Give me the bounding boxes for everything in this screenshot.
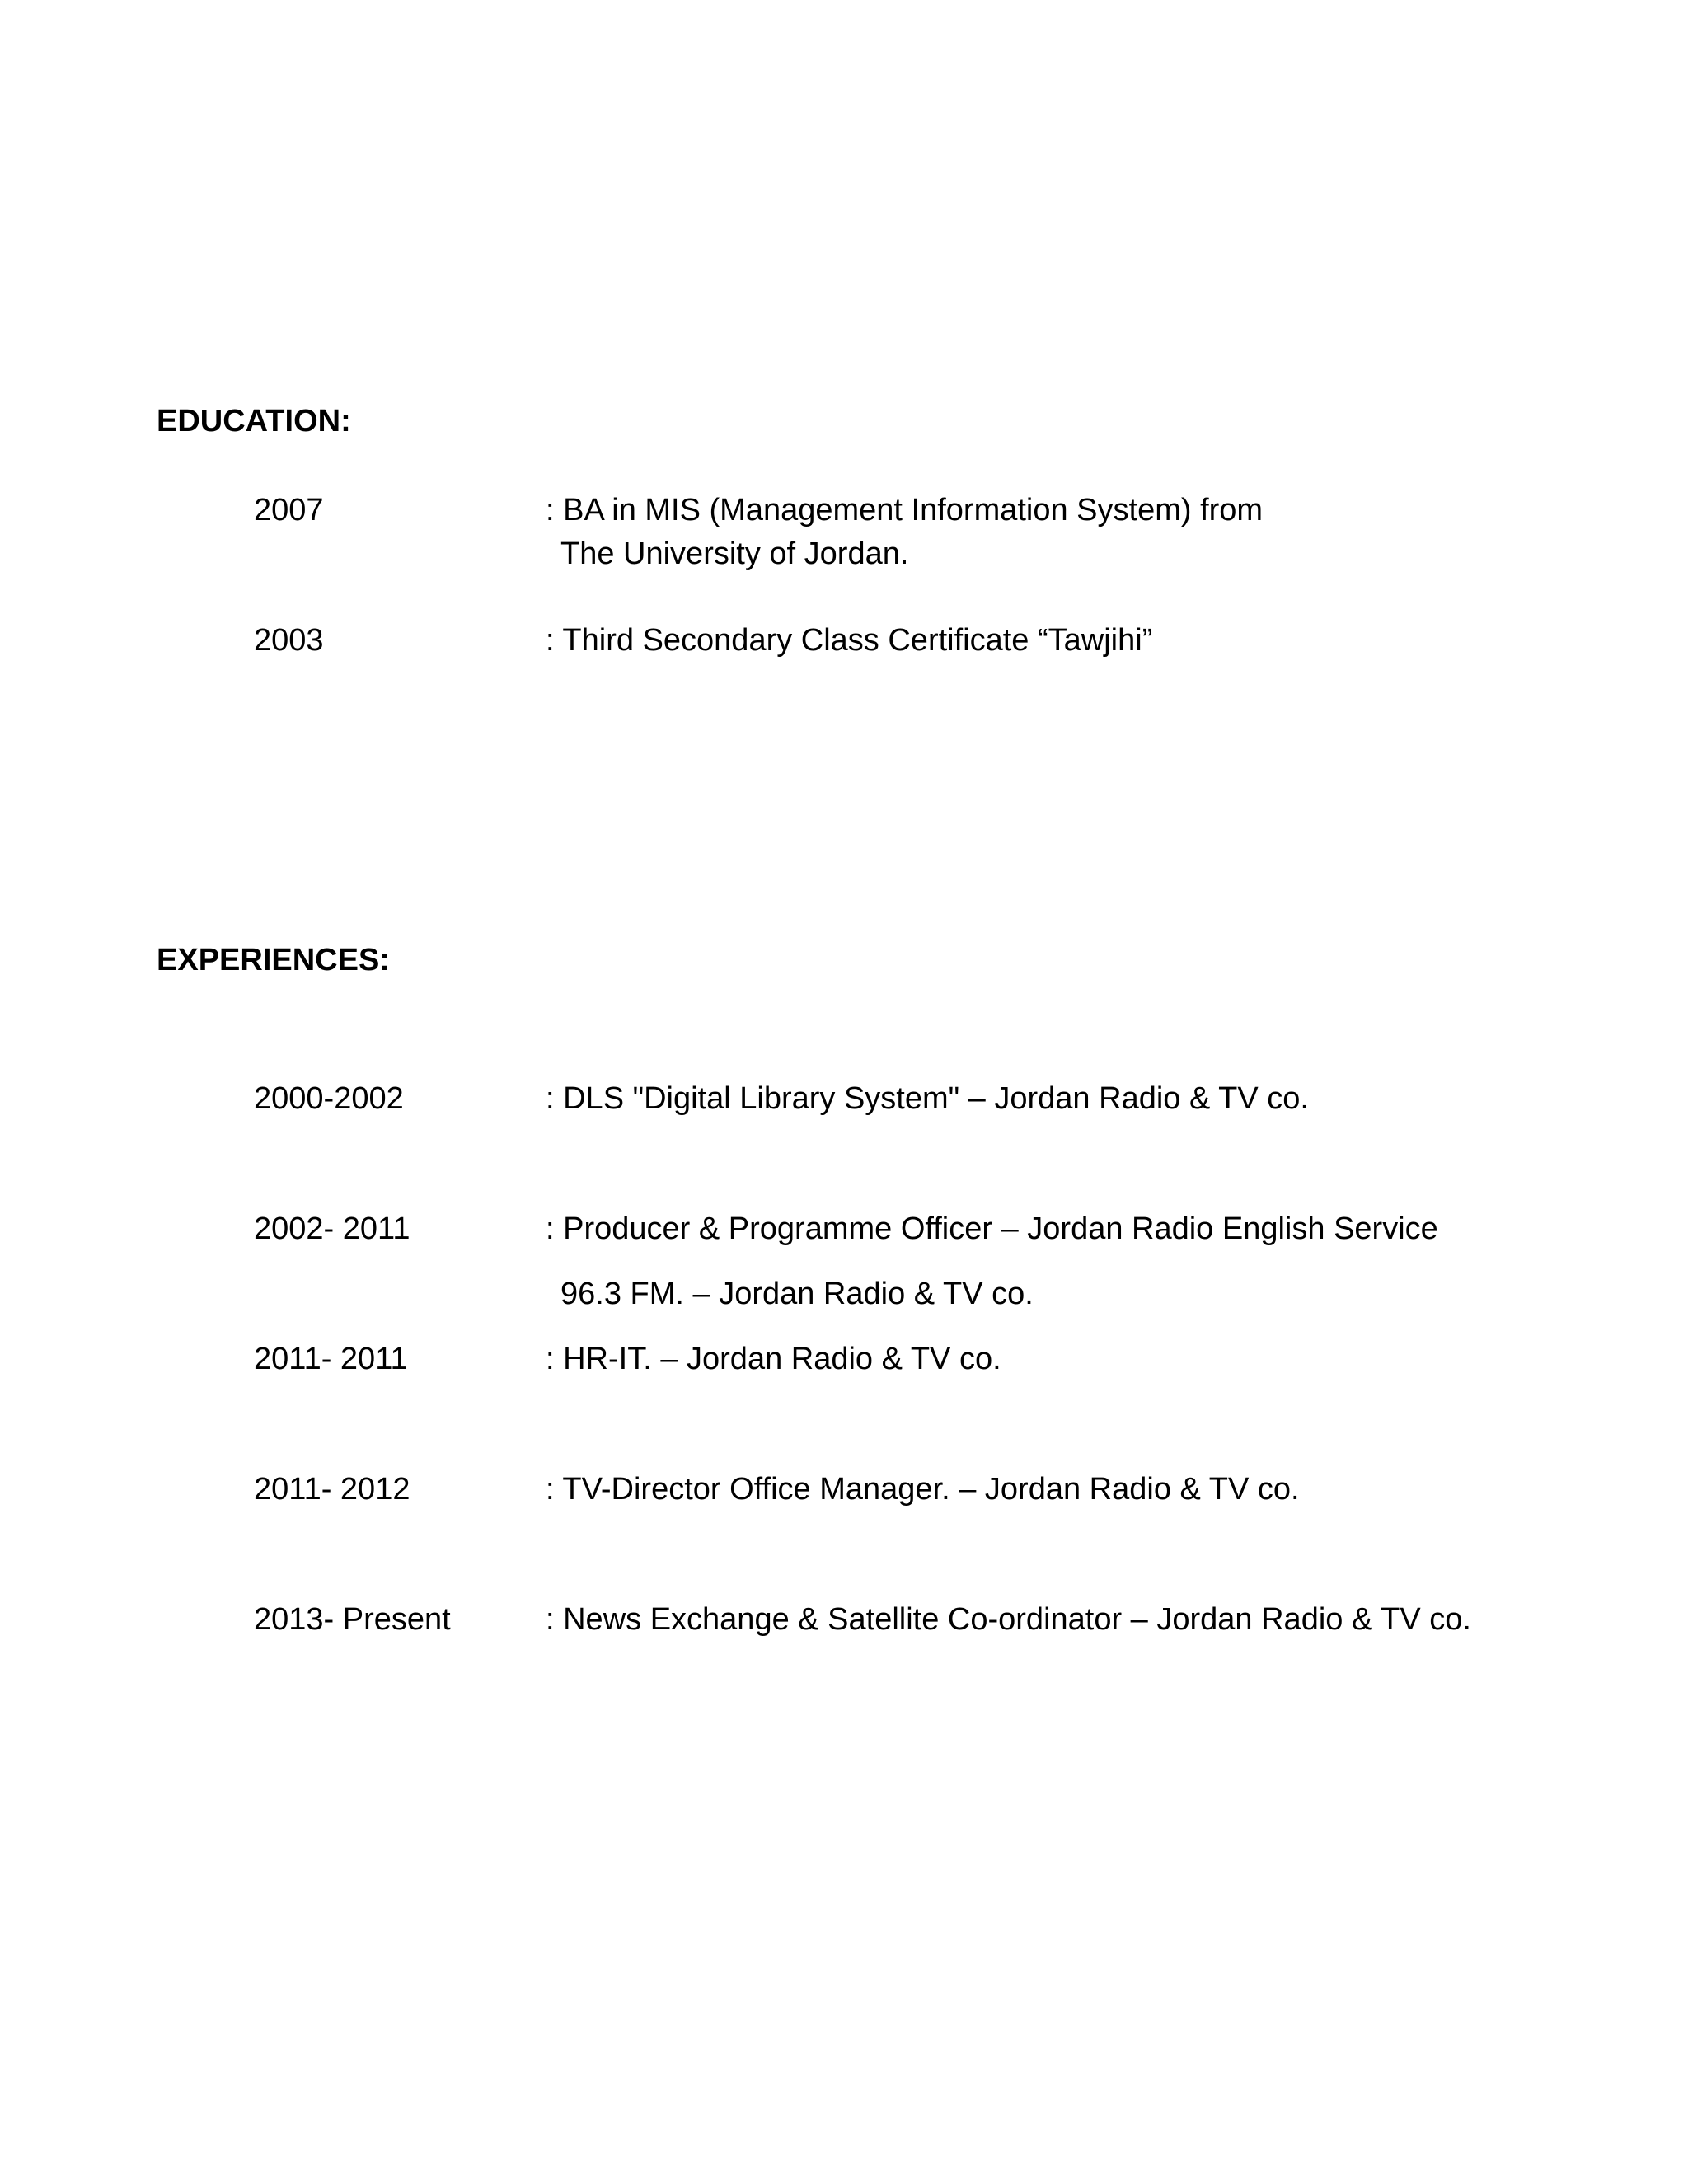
education-description: : BA in MIS (Management Information System) from [546,493,1264,527]
experience-year: 2011- 2011 [254,1342,408,1376]
education-heading: EDUCATION: [157,404,351,438]
education-year: 2007 [254,493,324,527]
experience-description: : DLS "Digital Library System" – Jordan Radio & TV co. [546,1081,1309,1116]
experience-year: 2013- Present [254,1602,451,1637]
experience-year: 2011- 2012 [254,1472,410,1507]
experience-description: : Producer & Programme Officer – Jordan Radio English Service [546,1212,1438,1246]
education-description: : Third Secondary Class Certificate “Tawjihi” [546,623,1153,658]
experience-description: : TV-Director Office Manager. – Jordan Radio & TV co. [546,1472,1300,1507]
experience-year: 2000-2002 [254,1081,404,1116]
experience-description: : News Exchange & Satellite Co-ordinator – Jordan Radio & TV co. [546,1602,1471,1637]
education-description-continued: The University of Jordan. [560,537,909,571]
experiences-heading: EXPERIENCES: [157,943,390,977]
education-year: 2003 [254,623,324,658]
experience-year: 2002- 2011 [254,1212,410,1246]
experience-description: : HR-IT. – Jordan Radio & TV co. [546,1342,1001,1376]
experience-description-continued: 96.3 FM. – Jordan Radio & TV co. [560,1277,1034,1311]
